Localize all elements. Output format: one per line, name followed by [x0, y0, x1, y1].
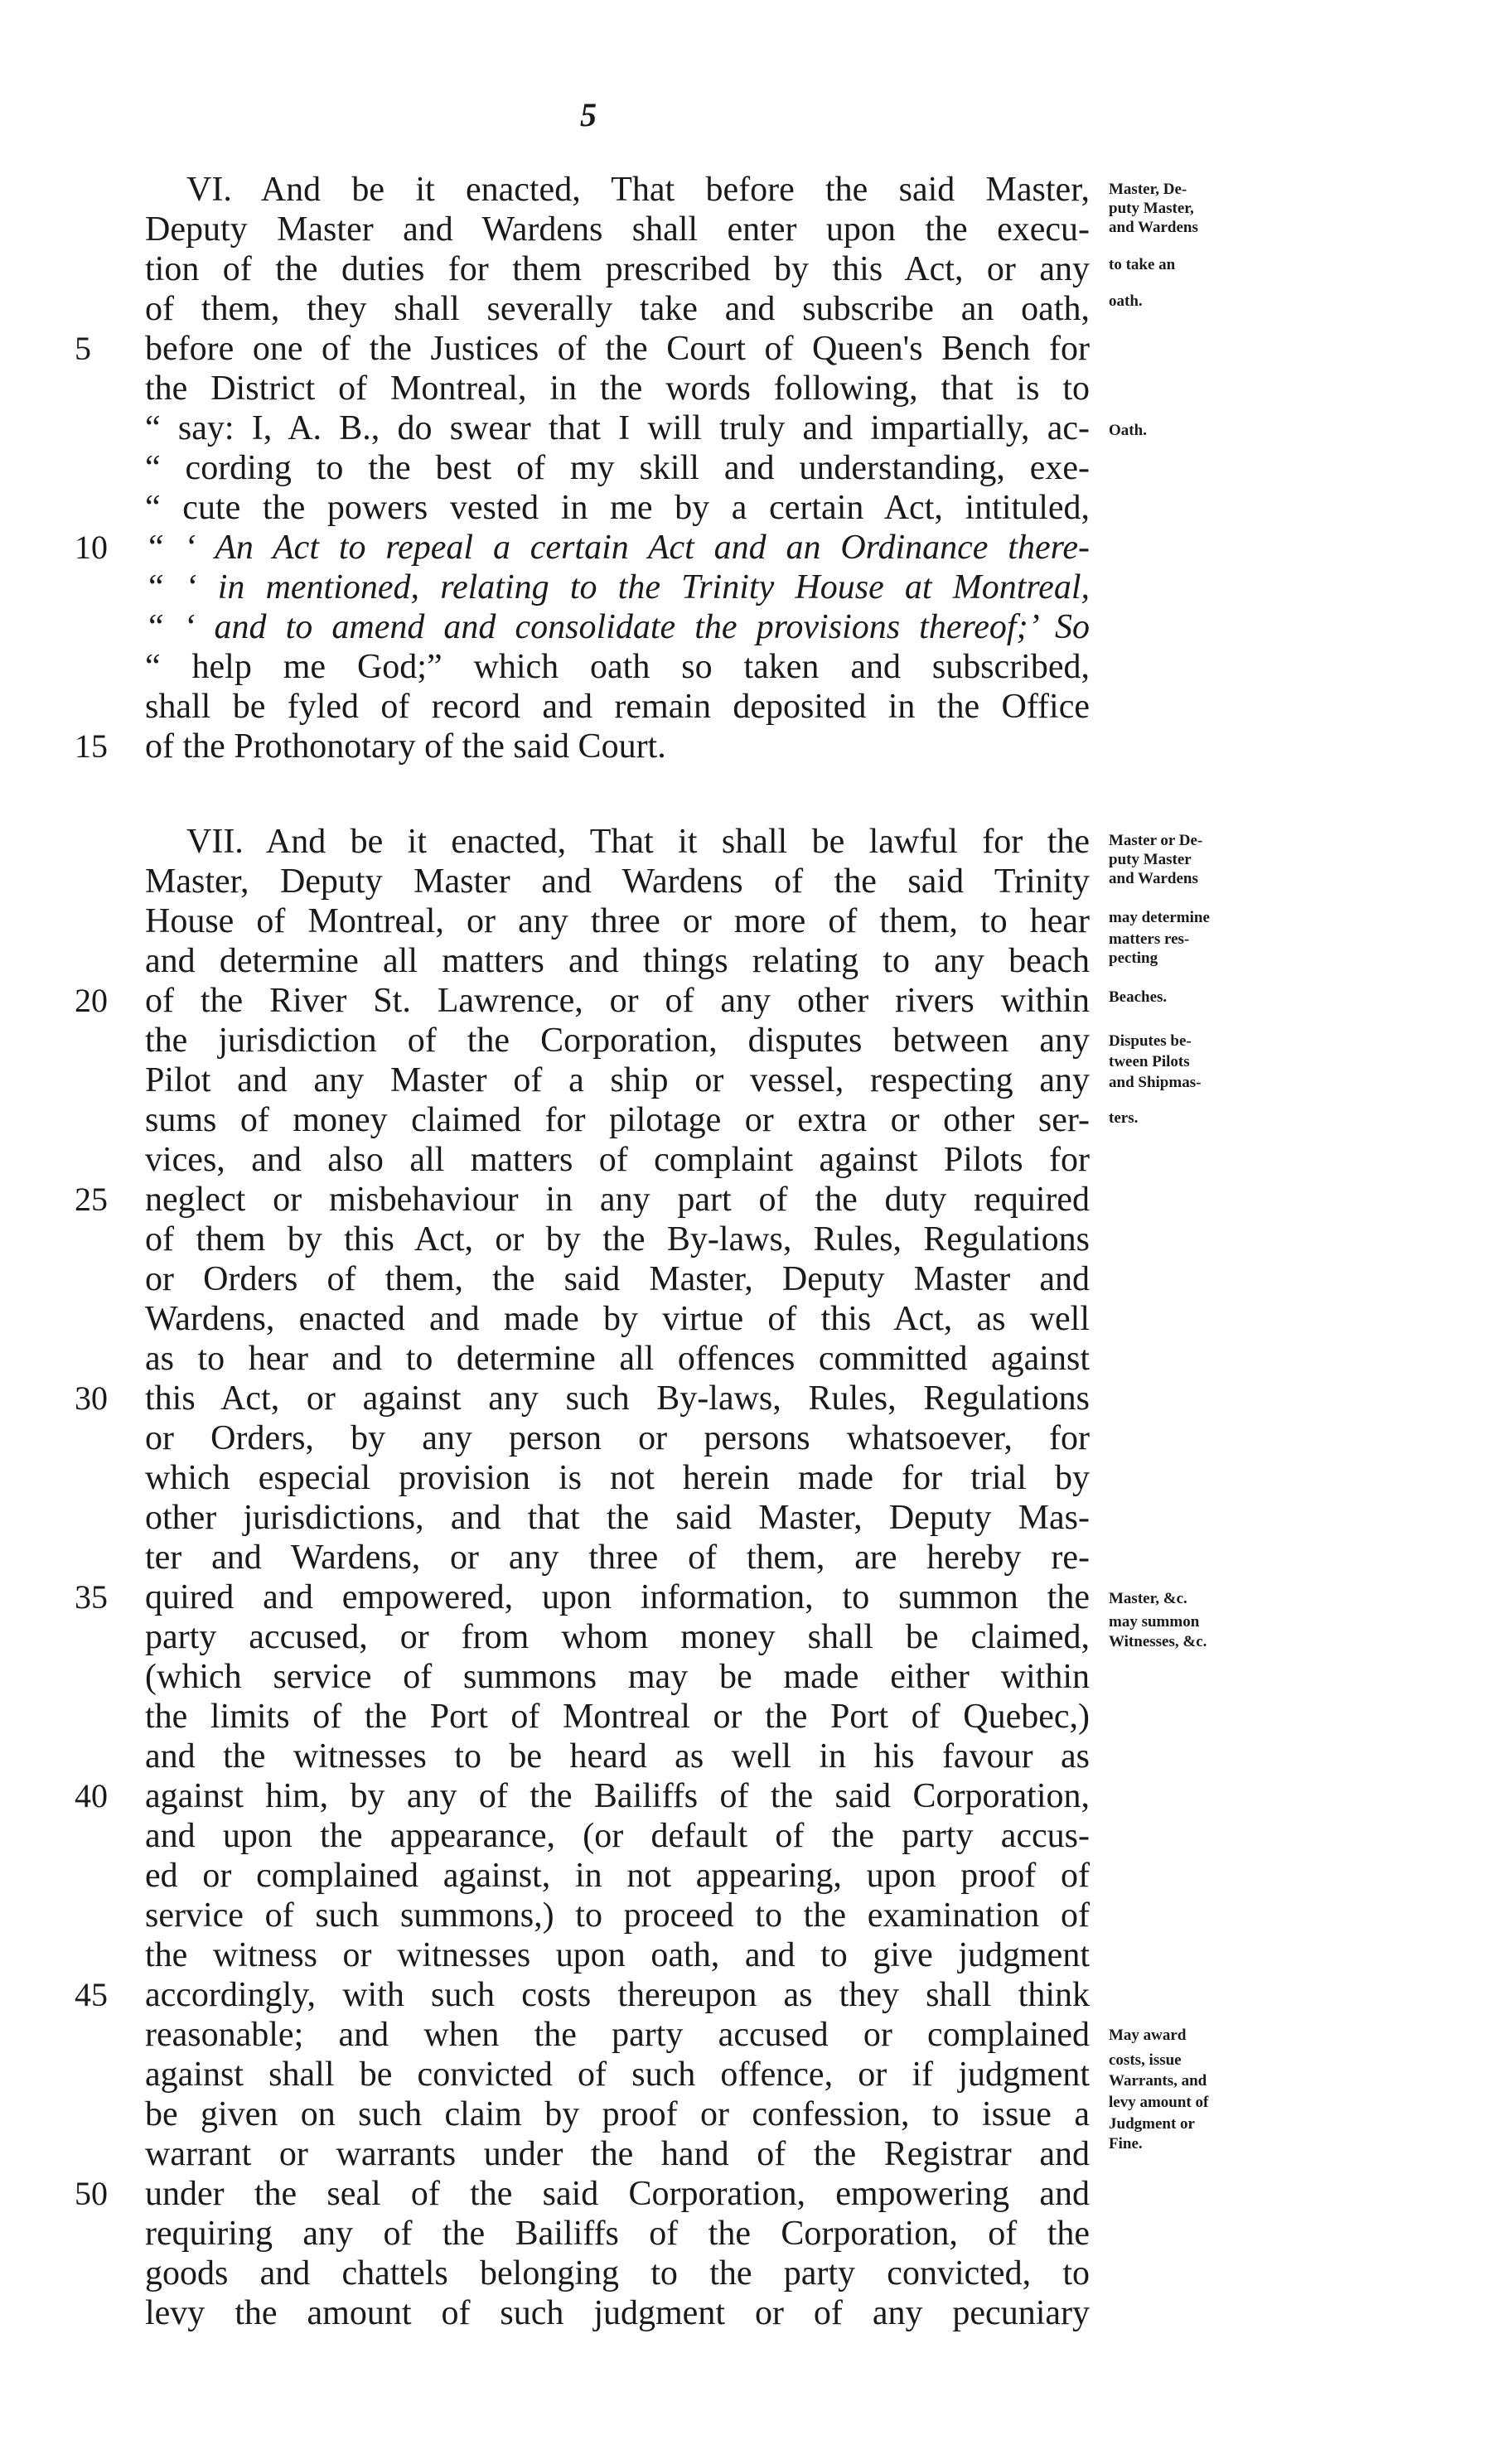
page-number: 5 — [580, 96, 597, 133]
text-line: “ ‘ in mentioned, relating to the Trinity House at Montreal, — [145, 568, 1090, 606]
text-line: ter and Wardens, or any three of them, are hereby re- — [145, 1539, 1090, 1577]
margin-note: Warrants, and — [1109, 2072, 1207, 2090]
line-number: 15 — [75, 727, 108, 765]
line-number: 10 — [75, 529, 108, 566]
text-line: service of such summons,) to proceed to the examination of — [145, 1896, 1090, 1935]
text-line: against him, by any of the Bailiffs of the said Corporation, — [145, 1777, 1090, 1815]
text-line: “ ‘ and to amend and consolidate the provisions thereof;’ So — [145, 608, 1090, 646]
text-line: ed or complained against, in not appearing, upon proof of — [145, 1857, 1090, 1895]
margin-note: May award — [1109, 2027, 1187, 2044]
margin-note: and Shipmas- — [1109, 1074, 1202, 1091]
text-line: “ say: I, A. B., do swear that I will truly and impartially, ac- — [145, 409, 1090, 447]
margin-note: Master, De- — [1109, 181, 1187, 198]
margin-note: may summon — [1109, 1613, 1200, 1631]
line-number: 5 — [75, 330, 91, 367]
margin-note: pecting — [1109, 949, 1158, 967]
margin-note: Judgment or — [1109, 2115, 1195, 2133]
text-line: the District of Montreal, in the words following, that is to — [145, 370, 1090, 408]
text-line: shall be fyled of record and remain deposited in the Office — [145, 688, 1090, 726]
text-line: VII. And be it enacted, That it shall be lawful for the — [186, 823, 1090, 861]
margin-note: to take an — [1109, 256, 1176, 273]
text-line: Pilot and any Master of a ship or vessel, respecting any — [145, 1061, 1090, 1099]
margin-note: levy amount of — [1109, 2094, 1209, 2111]
text-line: and upon the appearance, (or default of the party accus- — [145, 1817, 1090, 1855]
margin-note: oath. — [1109, 292, 1143, 310]
margin-note: Oath. — [1109, 422, 1147, 439]
line-number: 40 — [75, 1777, 108, 1814]
margin-note: Beaches. — [1109, 988, 1168, 1006]
text-line: against shall be convicted of such offence, or if judgment — [145, 2056, 1090, 2094]
margin-note: Disputes be- — [1109, 1032, 1192, 1050]
margin-note: Master, &c. — [1109, 1590, 1187, 1607]
text-line: accordingly, with such costs thereupon as they shall think — [145, 1976, 1090, 2014]
text-line: of them by this Act, or by the By-laws, Rules, Regulations — [145, 1220, 1090, 1259]
text-line: and the witnesses to be heard as well in his favour as — [145, 1737, 1090, 1776]
line-number: 30 — [75, 1379, 108, 1417]
text-line: “ cute the powers vested in me by a certain Act, intituled, — [145, 489, 1090, 527]
text-line: of the Prothonotary of the said Court. — [145, 727, 666, 766]
text-line: warrant or warrants under the hand of the Registrar and — [145, 2135, 1090, 2173]
text-line: under the seal of the said Corporation, empowering and — [145, 2175, 1090, 2213]
line-number: 25 — [75, 1181, 108, 1218]
text-line: requiring any of the Bailiffs of the Corporation, of the — [145, 2215, 1090, 2253]
text-line: and determine all matters and things relating to any beach — [145, 942, 1090, 980]
text-line: the witness or witnesses upon oath, and to give judgment — [145, 1936, 1090, 1974]
margin-note: and Wardens — [1109, 219, 1198, 236]
text-line: House of Montreal, or any three or more of them, to hear — [145, 902, 1090, 940]
text-line: of them, they shall severally take and subscribe an oath, — [145, 290, 1090, 328]
margin-note: tween Pilots — [1109, 1053, 1190, 1070]
text-line: “ help me God;” which oath so taken and subscribed, — [145, 648, 1090, 686]
text-line: “ cording to the best of my skill and understanding, exe- — [145, 449, 1090, 487]
margin-note: puty Master — [1109, 851, 1192, 868]
margin-note: Fine. — [1109, 2135, 1143, 2152]
text-line: VI. And be it enacted, That before the said Master, — [186, 171, 1090, 209]
text-line: quired and empowered, upon information, to summon the — [145, 1578, 1090, 1616]
line-number: 20 — [75, 982, 108, 1019]
text-line: vices, and also all matters of complaint against Pilots for — [145, 1141, 1090, 1179]
text-line: reasonable; and when the party accused or complained — [145, 2016, 1090, 2054]
line-number: 45 — [75, 1976, 108, 2013]
text-line: Wardens, enacted and made by virtue of this Act, as well — [145, 1300, 1090, 1338]
text-line: “ ‘ An Act to repeal a certain Act and an Ordinance there- — [145, 529, 1090, 567]
margin-note: Witnesses, &c. — [1109, 1633, 1207, 1650]
margin-note: ters. — [1109, 1109, 1139, 1127]
margin-note: costs, issue — [1109, 2051, 1182, 2069]
text-line: goods and chattels belonging to the party convicted, to — [145, 2254, 1090, 2292]
margin-note: and Wardens — [1109, 870, 1198, 887]
margin-note: Master or De- — [1109, 832, 1203, 849]
text-line: this Act, or against any such By-laws, Rules, Regulations — [145, 1379, 1090, 1418]
text-line: the limits of the Port of Montreal or the Port of Quebec,) — [145, 1698, 1090, 1736]
text-line: of the River St. Lawrence, or of any other rivers within — [145, 982, 1090, 1020]
text-line: as to hear and to determine all offences committed against — [145, 1340, 1090, 1378]
text-line: or Orders of them, the said Master, Deputy Master and — [145, 1260, 1090, 1298]
text-line: Deputy Master and Wardens shall enter upon the execu- — [145, 210, 1090, 249]
line-number: 50 — [75, 2175, 108, 2212]
margin-note: matters res- — [1109, 930, 1190, 948]
text-line: before one of the Justices of the Court of Queen's Bench for — [145, 330, 1090, 368]
text-line: the jurisdiction of the Corporation, disputes between any — [145, 1022, 1090, 1060]
text-line: party accused, or from whom money shall be claimed, — [145, 1618, 1090, 1656]
text-line: tion of the duties for them prescribed by this Act, or any — [145, 250, 1090, 288]
text-line: which especial provision is not herein made for trial by — [145, 1459, 1090, 1497]
text-line: (which service of summons may be made either within — [145, 1658, 1090, 1696]
text-line: Master, Deputy Master and Wardens of the said Trinity — [145, 862, 1090, 901]
text-line: levy the amount of such judgment or of any pecuniary — [145, 2294, 1090, 2332]
margin-note: puty Master, — [1109, 200, 1194, 217]
text-line: be given on such claim by proof or confession, to issue a — [145, 2095, 1090, 2133]
text-line: other jurisdictions, and that the said Master, Deputy Mas- — [145, 1499, 1090, 1537]
line-number: 35 — [75, 1578, 108, 1616]
margin-note: may determine — [1109, 909, 1210, 926]
text-line: or Orders, by any person or persons whatsoever, for — [145, 1419, 1090, 1457]
text-line: neglect or misbehaviour in any part of the duty required — [145, 1181, 1090, 1219]
text-line: sums of money claimed for pilotage or extra or other ser- — [145, 1101, 1090, 1139]
